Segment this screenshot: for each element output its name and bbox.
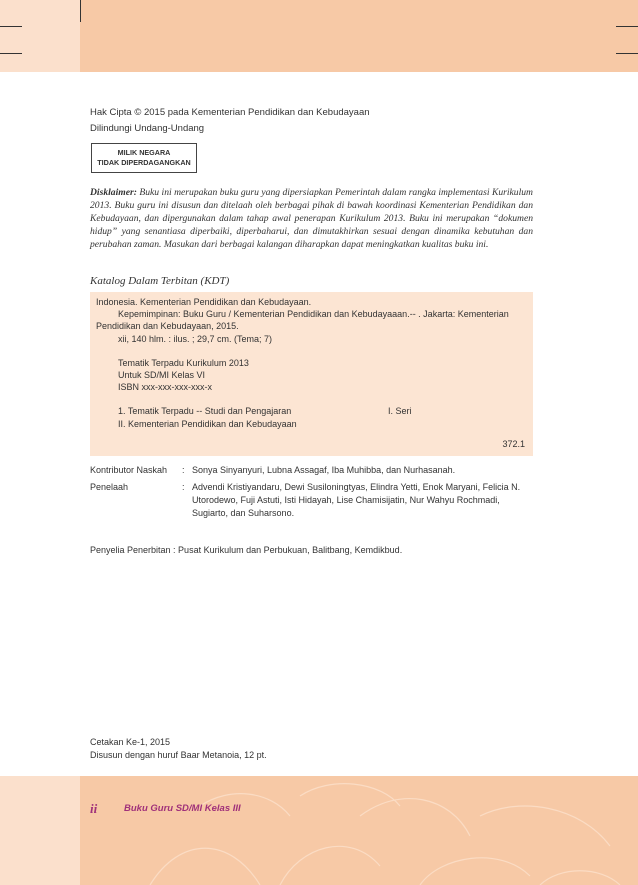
crop-mark bbox=[80, 0, 81, 22]
colon: : bbox=[182, 482, 185, 492]
kdt-title: Katalog Dalam Terbitan (KDT) bbox=[90, 275, 230, 287]
header-band-left-block bbox=[0, 0, 80, 72]
crop-mark bbox=[0, 26, 22, 27]
footer-band bbox=[0, 776, 638, 885]
disclaimer-text: Buku ini merupakan buku guru yang dipersiapkan Pemerintah dalam rangka implementasi Kurikulum 2013. Buku guru ini disusun dan ditelaah oleh berbagai pihak di bawah koordinasi Kementerian Pendidikan dan Kebudayaan, dan dipergunakan dalam tahap awal penerapan Kurikulum 2013. Buku ini merupakan “dokumen hidup” yang senantiasa diperbaiki, diperbaharui, dan dimutakhirkan sesuai dengan dinamika kebutuhan dan perubahan zaman. Masukan dari berbagai kalangan diharapkan dapat meningkatkan kualitas buku ini. bbox=[90, 187, 533, 250]
kdt-box bbox=[90, 292, 533, 456]
copyright-line: Hak Cipta © 2015 pada Kementerian Pendidikan dan Kebudayaan bbox=[90, 107, 370, 118]
publisher-supervisor: Penyelia Penerbitan : Pusat Kurikulum dan Perbukuan, Balitbang, Kemdikbud. bbox=[90, 545, 403, 555]
reviewer-label: Penelaah bbox=[90, 482, 129, 492]
edition-line: Cetakan Ke-1, 2015 bbox=[90, 737, 171, 747]
colon: : bbox=[182, 465, 185, 475]
crop-mark bbox=[616, 53, 638, 54]
disclaimer-label: Disklaimer: bbox=[90, 187, 137, 198]
disclaimer bbox=[90, 186, 533, 251]
kdt-spacer bbox=[96, 345, 527, 357]
decorative-pattern bbox=[0, 776, 638, 885]
kdt-line: xii, 140 hlm. : ilus. ; 29,7 cm. (Tema; 7) bbox=[118, 333, 273, 344]
typeface-line: Disusun dengan huruf Baar Metanoia, 12 pt. bbox=[90, 750, 267, 760]
contributor-names: Sonya Sinyanyuri, Lubna Assagaf, Iba Muhibba, dan Nurhasanah. bbox=[192, 465, 456, 475]
kdt-line: Tematik Terpadu Kurikulum 2013 bbox=[118, 357, 249, 368]
crop-mark bbox=[0, 53, 22, 54]
kdt-line: Pendidikan dan Kebudayaan, 2015. bbox=[96, 321, 239, 332]
printing-info bbox=[90, 736, 267, 762]
kdt-line: ISBN xxx-xxx-xxx-xxx-x bbox=[118, 382, 212, 393]
kdt-subject-row bbox=[96, 405, 527, 417]
kdt-series: I. Seri bbox=[388, 406, 412, 417]
reviewer-row bbox=[90, 481, 533, 520]
kdt-line: Untuk SD/MI Kelas VI bbox=[118, 370, 206, 381]
header-band bbox=[0, 0, 638, 72]
page-number: ii bbox=[90, 801, 98, 816]
kdt-line: II. Kementerian Pendidikan dan Kebudayaan bbox=[118, 418, 297, 429]
contributor-row bbox=[90, 464, 533, 477]
contributor-label: Kontributor Naskah bbox=[90, 465, 168, 475]
crop-mark bbox=[616, 26, 638, 27]
stamp-line-1: MILIK NEGARA bbox=[117, 148, 171, 157]
running-footer-title: Buku Guru SD/MI Kelas III bbox=[124, 803, 241, 814]
protection-line: Dilindungi Undang-Undang bbox=[90, 123, 205, 134]
reviewer-names: Advendi Kristiyandaru, Dewi Susiloningtyas, Elindra Yetti, Enok Maryani, Felicia N. Utorodewo, Fuji Astuti, Isti Hidayah, Lise Chamisijatin, Nur Wahyu Rochmadi, Sugiarto, dan Suharsono. bbox=[192, 482, 521, 518]
kdt-class-number: 372.1 bbox=[502, 438, 525, 449]
stamp-line-2: TIDAK DIPERDAGANGKAN bbox=[97, 158, 191, 167]
kdt-subject: 1. Tematik Terpadu -- Studi dan Pengajaran bbox=[118, 406, 292, 417]
not-for-sale-stamp bbox=[91, 143, 197, 173]
kdt-spacer bbox=[96, 393, 527, 405]
kdt-line: Kepemimpinan: Buku Guru / Kementerian Pendidikan dan Kebudayaaan.-- . Jakarta: Kementerian bbox=[118, 309, 509, 320]
contributors bbox=[90, 464, 533, 524]
kdt-line: Indonesia. Kementerian Pendidikan dan Kebudayaan. bbox=[96, 297, 312, 307]
copyright-block bbox=[90, 105, 370, 137]
